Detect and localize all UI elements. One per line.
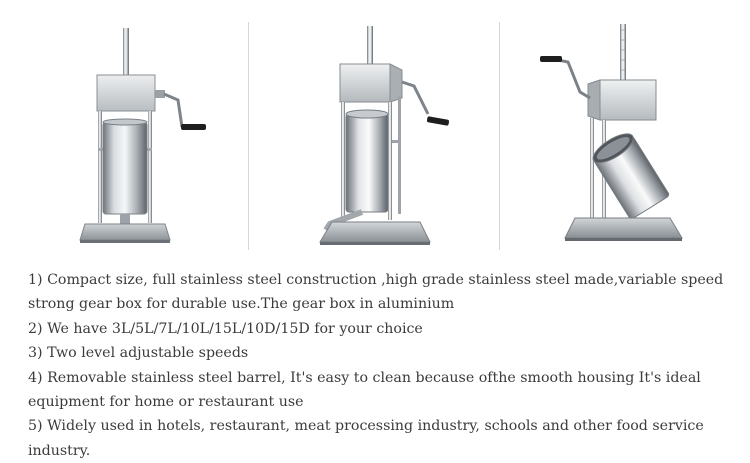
feature-item: 5) Widely used in hotels, restaurant, meat processing industry, schools and other food service industry. [28,418,704,459]
feature-item: 1) Compact size, full stainless steel construction ,high grade stainless steel made,variable speed strong gear box for durable use.The gear box in aluminium [28,272,724,313]
image-divider [499,22,500,250]
image-divider [248,22,249,250]
feature-item: 3) Two level adjustable speeds [28,345,249,362]
feature-list [28,268,743,463]
feature-item: 2) We have 3L/5L/7L/10L/15L/10D/15D for your choice [28,320,423,337]
product-image-front [40,0,240,260]
product-image-tilted [530,0,730,260]
product-image-angled [290,0,490,260]
feature-item: 4) Removable stainless steel barrel, It's easy to clean because ofthe smooth housing It's ideal equipment for home or restaurant use [28,369,701,411]
